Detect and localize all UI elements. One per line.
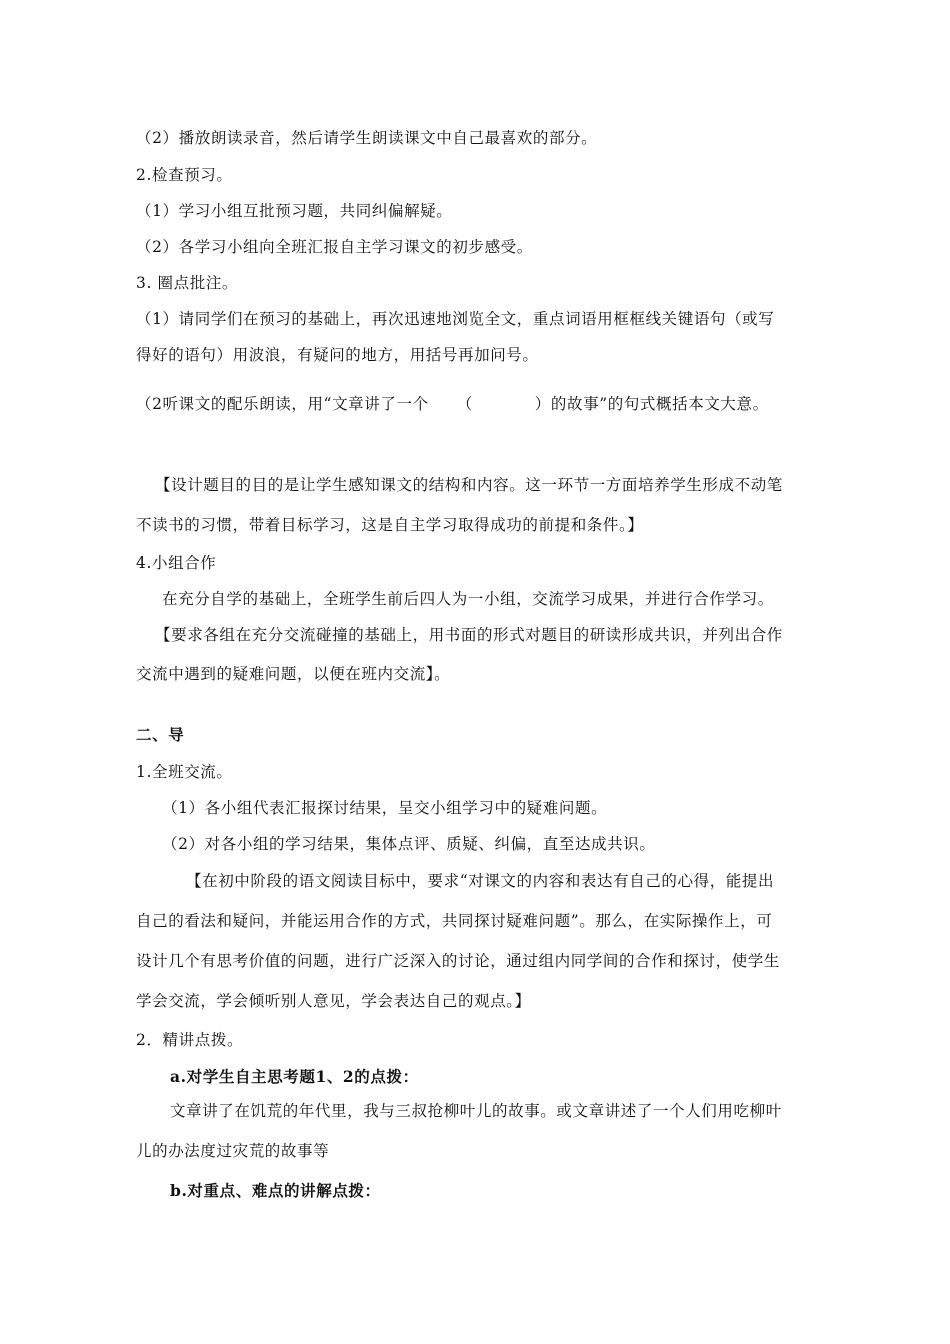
paragraph-line: （1）请同学们在预习的基础上，再次迅速地浏览全文，重点词语用框框线关键语句（或写 xyxy=(136,310,775,328)
paragraph-line: （1）各小组代表汇报探讨结果，呈交小组学习中的疑难问题。 xyxy=(162,799,608,817)
subheading: b.对重点、难点的讲解点拨： xyxy=(170,1181,381,1200)
design-note-line: 不读书的习惯，带着目标学习，这是自主学习取得成功的前提和条件。】 xyxy=(136,516,644,534)
paragraph-line: 得好的语句）用波浪，有疑问的地方，用括号再加问号。 xyxy=(136,346,539,364)
paragraph-text: ）的故事”的句式概括本文大意。 xyxy=(534,395,769,413)
paragraph-line xyxy=(136,394,769,414)
design-note-line: 学会交流，学会倾听别人意见，学会表达自己的观点。】 xyxy=(136,992,531,1010)
paragraph-line: 儿的办法度过灾荒的故事等 xyxy=(136,1142,330,1160)
design-note-line: 【在初中阶段的语文阅读目标中，要求“对课文的内容和表达有自己的心得，能提出 xyxy=(186,872,775,890)
paragraph-line: （2）播放朗读录音，然后请学生朗读课文中自己最喜欢的部分。 xyxy=(136,129,598,147)
part-heading: 二、导 xyxy=(136,725,185,744)
section-heading: 1.全班交流。 xyxy=(136,763,233,781)
section-heading: 2．精讲点拨。 xyxy=(136,1031,244,1049)
blank-open-paren: （ xyxy=(456,395,473,413)
section-heading: 4.小组合作 xyxy=(136,554,217,572)
section-heading: 2.检查预习。 xyxy=(136,166,233,184)
paragraph-line: （2）各学习小组向全班汇报自主学习课文的初步感受。 xyxy=(136,238,533,256)
section-heading: 3. 圈点批注。 xyxy=(136,274,239,292)
design-note-line: 设计几个有思考价值的问题，进行广泛深入的讨论，通过组内同学间的合作和探讨，使学生 xyxy=(136,952,781,970)
paragraph-line: 文章讲了在饥荒的年代里，我与三叔抢柳叶儿的故事。或文章讲述了一个人们用吃柳叶 xyxy=(170,1102,782,1120)
paragraph-line: （1）学习小组互批预习题，共同纠偏解疑。 xyxy=(136,202,453,220)
design-note-line: 交流中遇到的疑难问题，以便在班内交流】。 xyxy=(136,665,451,683)
paragraph-text: （2听课文的配乐朗读，用“文章讲了一个 xyxy=(136,395,429,413)
paragraph-line: 在充分自学的基础上，全班学生前后四人为一小组，交流学习成果，并进行合作学习。 xyxy=(162,590,774,608)
design-note-line: 【设计题目的目的是让学生感知课文的结构和内容。这一环节一方面培养学生形成不动笔 xyxy=(155,476,783,494)
design-note-line: 【要求各组在充分交流碰撞的基础上，用书面的形式对题目的研读形成共识，并列出合作 xyxy=(155,626,783,644)
paragraph-line: （2）对各小组的学习结果，集体点评、质疑、纠偏，直至达成共识。 xyxy=(162,835,656,853)
subheading: a.对学生自主思考题1、2的点拨： xyxy=(170,1067,419,1086)
design-note-line: 自己的看法和疑问，并能运用合作的方式，共同探讨疑难问题”。那么，在实际操作上，可 xyxy=(136,912,773,930)
